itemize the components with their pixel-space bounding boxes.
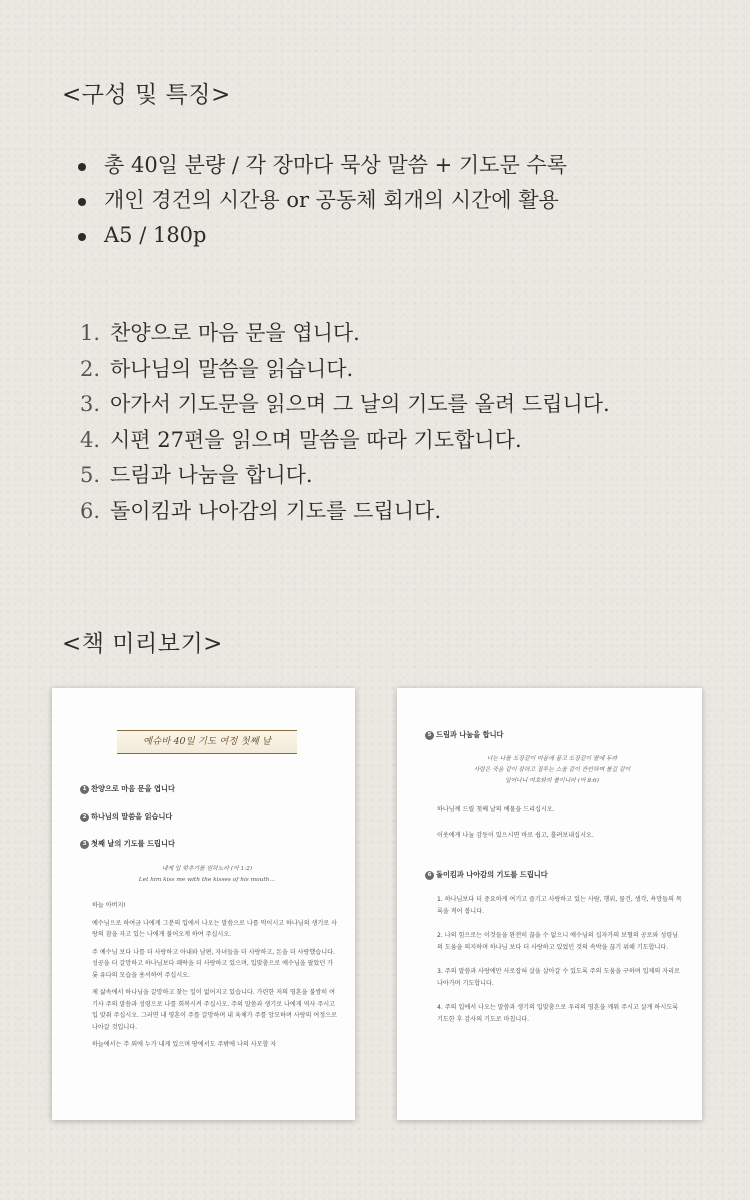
prayer-step: 3. 주의 말씀과 사랑에만 사로잡혀 살을 살아갈 수 있도록 주의 도움을 구하며 입제의 자리로 나아가며 기도합니다.	[437, 968, 680, 987]
features-heading: <구성 및 특징>	[62, 82, 231, 108]
feature-list	[78, 148, 567, 253]
preview-heading: <책 미리보기>	[62, 631, 223, 657]
prayer-text	[92, 900, 337, 1057]
step-item	[80, 387, 610, 423]
step-item	[80, 352, 610, 388]
paragraph: 주 예수님 보다 나를 더 사랑하고 아내와 남편, 자녀들을 더 사랑하고, 돈을 더 사랑했습니다. 성공을 더 갈망하고 하나님보다 쾌락을 더 사랑하고 있으며, 입맞춤으로 예수님을 팔았던 가롯 유다의 모습을 용서하여 주십시오.	[92, 948, 335, 979]
section-heading	[425, 870, 548, 880]
step-text: 시편 27편을 읽으며 말씀을 따라 기도합니다.	[110, 427, 522, 452]
section-number-badge: 1	[80, 785, 89, 794]
feature-item: 개인 경건의 시간용 or 공동체 회개의 시간에 활용	[78, 183, 567, 218]
section-heading	[80, 839, 175, 849]
section-number-badge: 5	[425, 731, 434, 740]
prayer-step: 1. 하나님보다 더 중요하게 여기고 즐기고 사랑하고 있는 사람, 행위, 물건, 생각, 욕망들의 목록을 적어 봅니다.	[437, 896, 682, 915]
step-item	[80, 423, 610, 459]
step-number: 2.	[80, 356, 101, 381]
step-list	[80, 316, 610, 529]
step-item	[80, 458, 610, 494]
feature-item: 총 40일 분량 / 각 장마다 묵상 말씀 + 기도문 수록	[78, 148, 567, 183]
prayer-steps	[437, 894, 682, 1031]
step-text: 아가서 기도문을 읽으며 그 날의 기도를 올려 드립니다.	[110, 392, 610, 416]
paragraph: 하늘 아버지!	[92, 902, 126, 909]
scripture-quote	[437, 754, 667, 787]
feature-item: A5 / 180p	[78, 218, 567, 253]
paragraph: 제 삶속에서 하나님을 갈망하고 찾는 일이 없어지고 있습니다. 가련한 저의 영혼을 불쌍히 여기사 주의 말씀과 성령으로 나를 회복시켜 주십시오. 주의 말씀과 생기로 나에게 역사 주시고 입 맞춰 주십시오. 그러면 내 영혼이 주를 갈망하며 내 육체가 주를 앙모하며 사랑의 여정으로 나아갈 것입니다.	[92, 989, 337, 1031]
step-number: 4.	[80, 427, 101, 452]
quote-line: 일어나니 여호와의 불이니라 (아 8:6)	[504, 778, 600, 784]
offering-instructions	[437, 804, 677, 847]
section-number-badge: 6	[425, 871, 434, 880]
step-number: 3.	[80, 392, 101, 416]
quote-line: 너는 나를 도장같이 마음에 품고 도장같이 팔에 두라	[486, 756, 618, 762]
paragraph: 예수님으로 하여금 나에게 그분의 입에서 나오는 말씀으로 나를 먹이시고 하나님의 생기로 사랑의 잠을 자고 있는 나에게 불어오게 하여 주십시오.	[92, 919, 337, 938]
paragraph: 이웃에게 나눌 감동이 있으시면 바로 쉽고, 흘려보내십시오.	[437, 831, 594, 839]
preview-page-right	[397, 688, 702, 1120]
paragraph: 하나님께 드릴 첫째 날의 예물을 드리십시오.	[437, 806, 555, 813]
section-title: 돌이킴과 나아감의 기도를 드립니다	[436, 870, 548, 879]
day-banner: 예슈바 40일 기도 여정 첫째 날	[117, 730, 297, 754]
section-number-badge: 3	[80, 840, 89, 849]
section-number-badge: 2	[80, 813, 89, 822]
step-text: 찬양으로 마음 문을 엽니다.	[110, 321, 360, 345]
preview-page-left	[52, 688, 355, 1120]
section-heading	[80, 784, 175, 794]
prayer-step: 4. 주의 입에서 나오는 말씀과 생기의 입맞춤으로 우리의 영혼을 깨워 주시고 살게 하시도록 기도한 후 감사의 기도로 마칩니다.	[437, 1004, 678, 1023]
paragraph: 하늘에서는 주 외에 누가 내게 있으며 땅에서도 주밖에 나의 사모할 자	[92, 1041, 277, 1048]
step-number: 1.	[80, 321, 101, 345]
step-number: 6.	[80, 498, 101, 523]
step-text: 드림과 나눔을 합니다.	[110, 463, 313, 487]
section-title: 하나님의 말씀을 읽습니다	[91, 812, 173, 821]
step-text: 하나님의 말씀을 읽습니다.	[110, 356, 354, 381]
section-title: 찬양으로 마음 문을 엽니다	[91, 784, 175, 793]
quote-english: Let him kiss me with the kisses of his mouth…	[138, 877, 276, 883]
quote-korean: 내게 입 맞추기를 원하노라 (아 1:2)	[161, 866, 253, 872]
section-heading	[80, 812, 172, 822]
section-title: 드림과 나눔을 합니다	[436, 730, 504, 739]
section-title: 첫째 날의 기도를 드립니다	[91, 839, 175, 848]
prayer-step: 2. 나의 힘으로는 이것들을 완전히 끊을 수 없으니 예수님의 십자가의 보혈의 공로와 성령님의 도움을 의지하며 하나님 보다 더 사랑하고 있었던 것의 속박을 끊기 위해 기도합니다.	[437, 932, 678, 951]
section-heading	[425, 730, 504, 740]
quote-line: 사랑은 죽음 같이 강하고 질투는 스올 같이 잔인하며 불길 같이	[473, 767, 631, 773]
step-number: 5.	[80, 463, 101, 487]
step-item	[80, 316, 610, 352]
scripture-quote	[92, 864, 322, 886]
step-item	[80, 494, 610, 530]
step-text: 돌이킴과 나아감의 기도를 드립니다.	[110, 498, 441, 523]
